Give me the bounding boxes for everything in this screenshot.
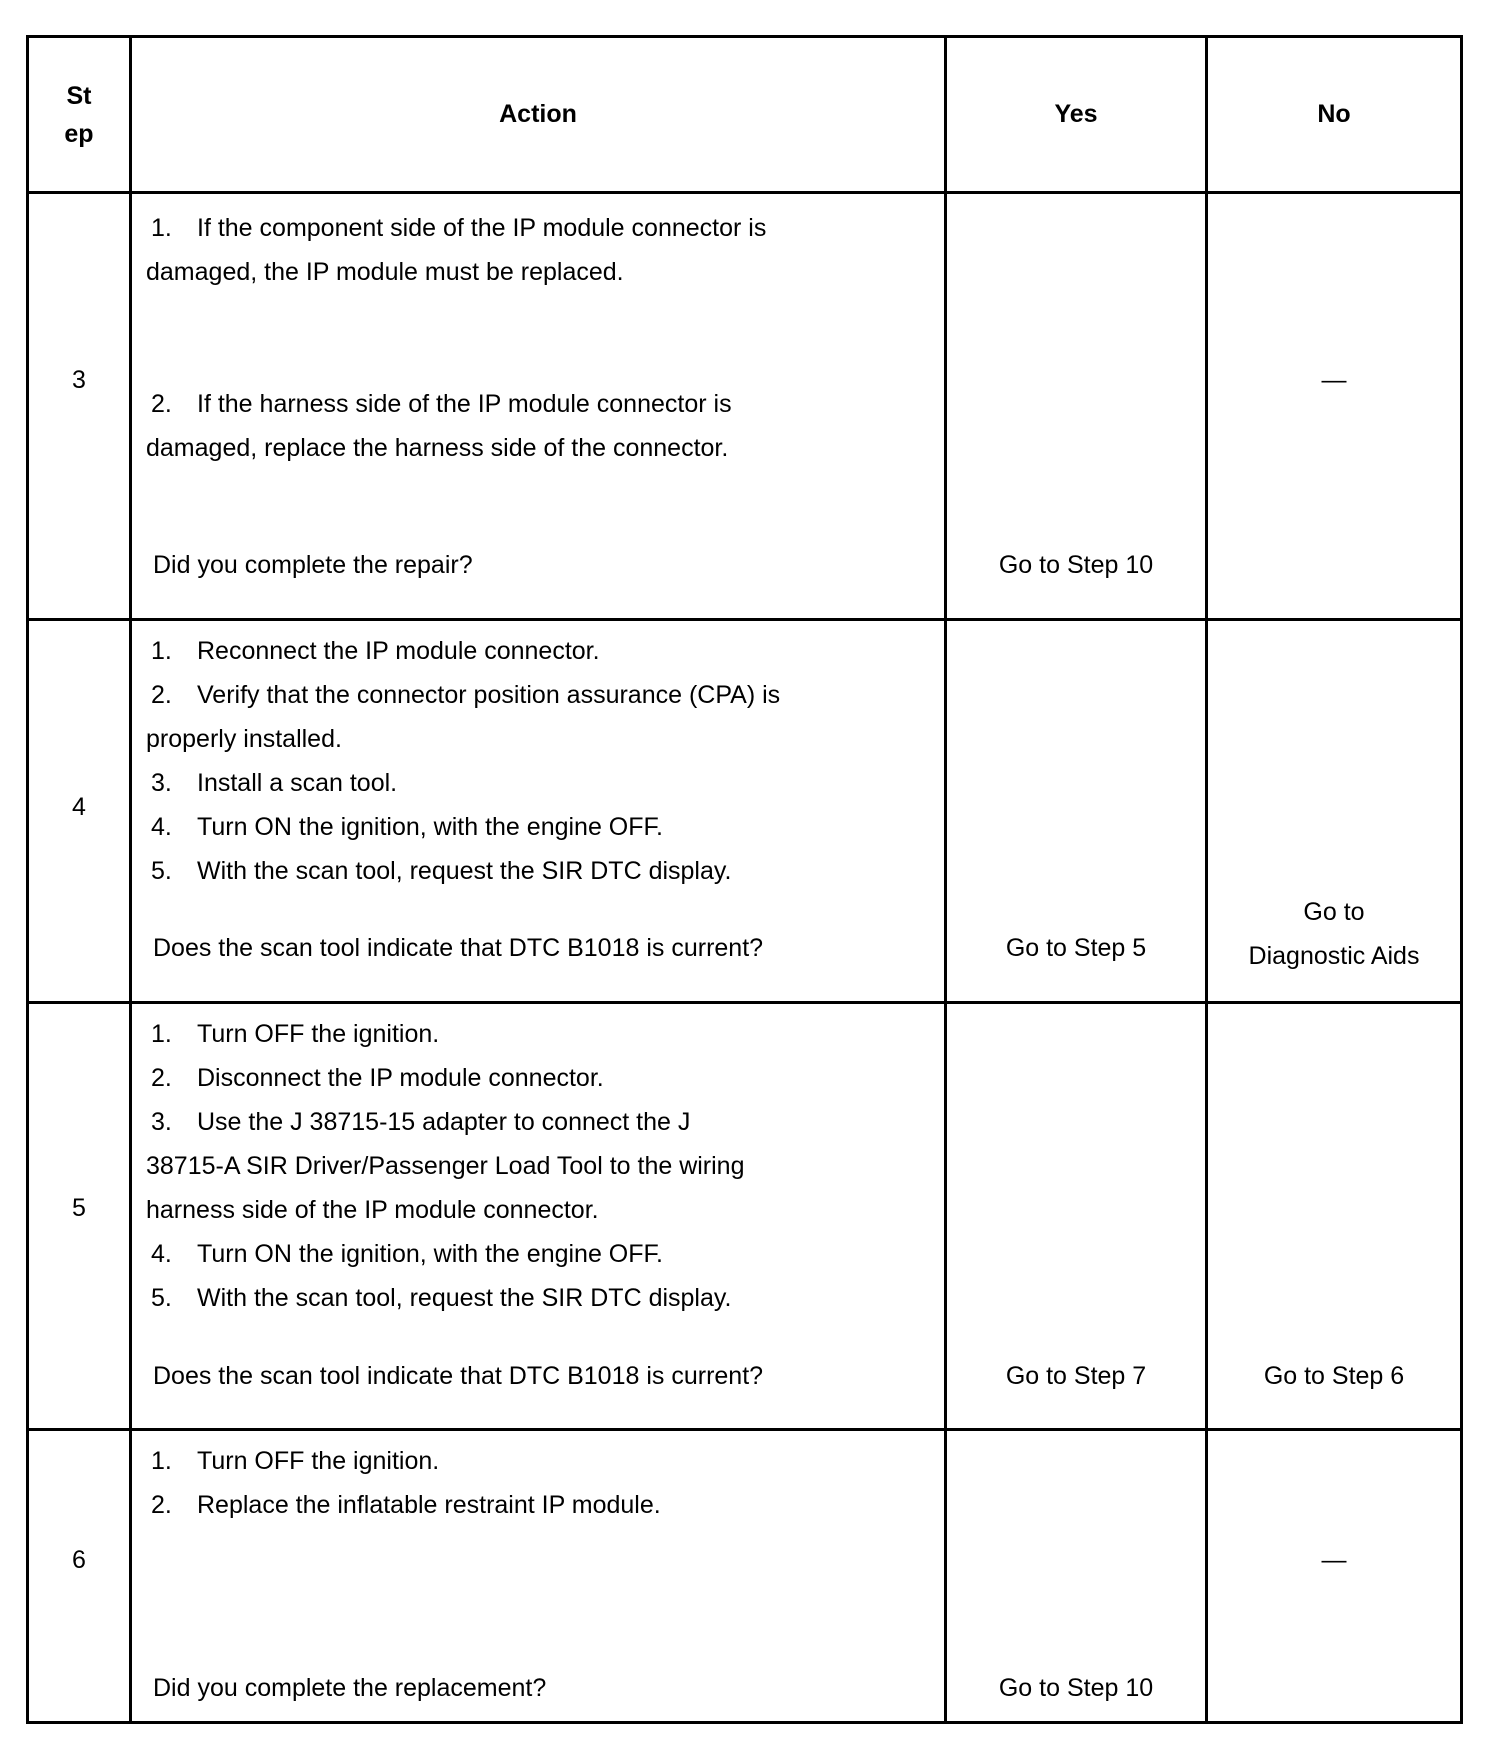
question-text: Did you complete the replacement? xyxy=(153,1674,547,1702)
table-row xyxy=(29,621,1460,1001)
header-row xyxy=(29,38,1460,191)
action-text: 1. Turn OFF the ignition. 2. Disconnect the IP module connector. 3. Use the J 38715-15 adapter to connect the J 38715-A SIR Driver/Passenger Load Tool to the wiring harness side of the IP module connector. 4. Turn ON the ignition, with the engine OFF. 5. With the scan tool, request the SIR DTC display. xyxy=(146,1020,745,1312)
column-divider xyxy=(944,38,947,1721)
column-divider xyxy=(129,38,132,1721)
header-step: St ep xyxy=(64,81,94,148)
yes-result: Go to Step 10 xyxy=(998,1674,1154,1702)
step-number: 3 xyxy=(72,366,86,394)
action-text: 1. Reconnect the IP module connector. 2. Verify that the connector position assurance (CPA) is properly installed. 3. Install a scan tool. 4. Turn ON the ignition, with the engine OFF. 5. With the scan tool, request the SIR DTC display. xyxy=(146,637,781,885)
step-number: 6 xyxy=(72,1546,86,1574)
yes-result: Go to Step 10 xyxy=(998,551,1154,579)
action-text: 1. Turn OFF the ignition. 2. Replace the inflatable restraint IP module. xyxy=(151,1447,661,1519)
table-row xyxy=(29,1431,1460,1721)
yes-result: Go to Step 7 xyxy=(1005,1362,1147,1390)
header-yes: Yes xyxy=(1054,100,1098,128)
no-result: — xyxy=(1321,1546,1347,1574)
no-result: Go to Diagnostic Aids xyxy=(1248,898,1420,970)
question-text: Does the scan tool indicate that DTC B1018 is current? xyxy=(153,1362,764,1390)
action-text: 1. If the component side of the IP module connector is damaged, the IP module must be replaced. 2. If the harness side of the IP module connector is damaged, replace the harness side of the connector. xyxy=(146,214,767,462)
table-row xyxy=(29,1004,1460,1428)
diagnostic-table xyxy=(26,35,1463,1724)
step-number: 4 xyxy=(72,793,86,821)
question-text: Does the scan tool indicate that DTC B1018 is current? xyxy=(153,934,764,962)
step-number: 5 xyxy=(72,1194,86,1222)
question-text: Did you complete the repair? xyxy=(153,551,473,579)
no-result: Go to Step 6 xyxy=(1263,1362,1405,1390)
column-divider xyxy=(1205,38,1208,1721)
yes-result: Go to Step 5 xyxy=(1005,934,1147,962)
header-no: No xyxy=(1317,100,1351,128)
table-row xyxy=(29,194,1460,618)
header-action: Action xyxy=(499,100,577,128)
no-result: — xyxy=(1321,366,1347,394)
